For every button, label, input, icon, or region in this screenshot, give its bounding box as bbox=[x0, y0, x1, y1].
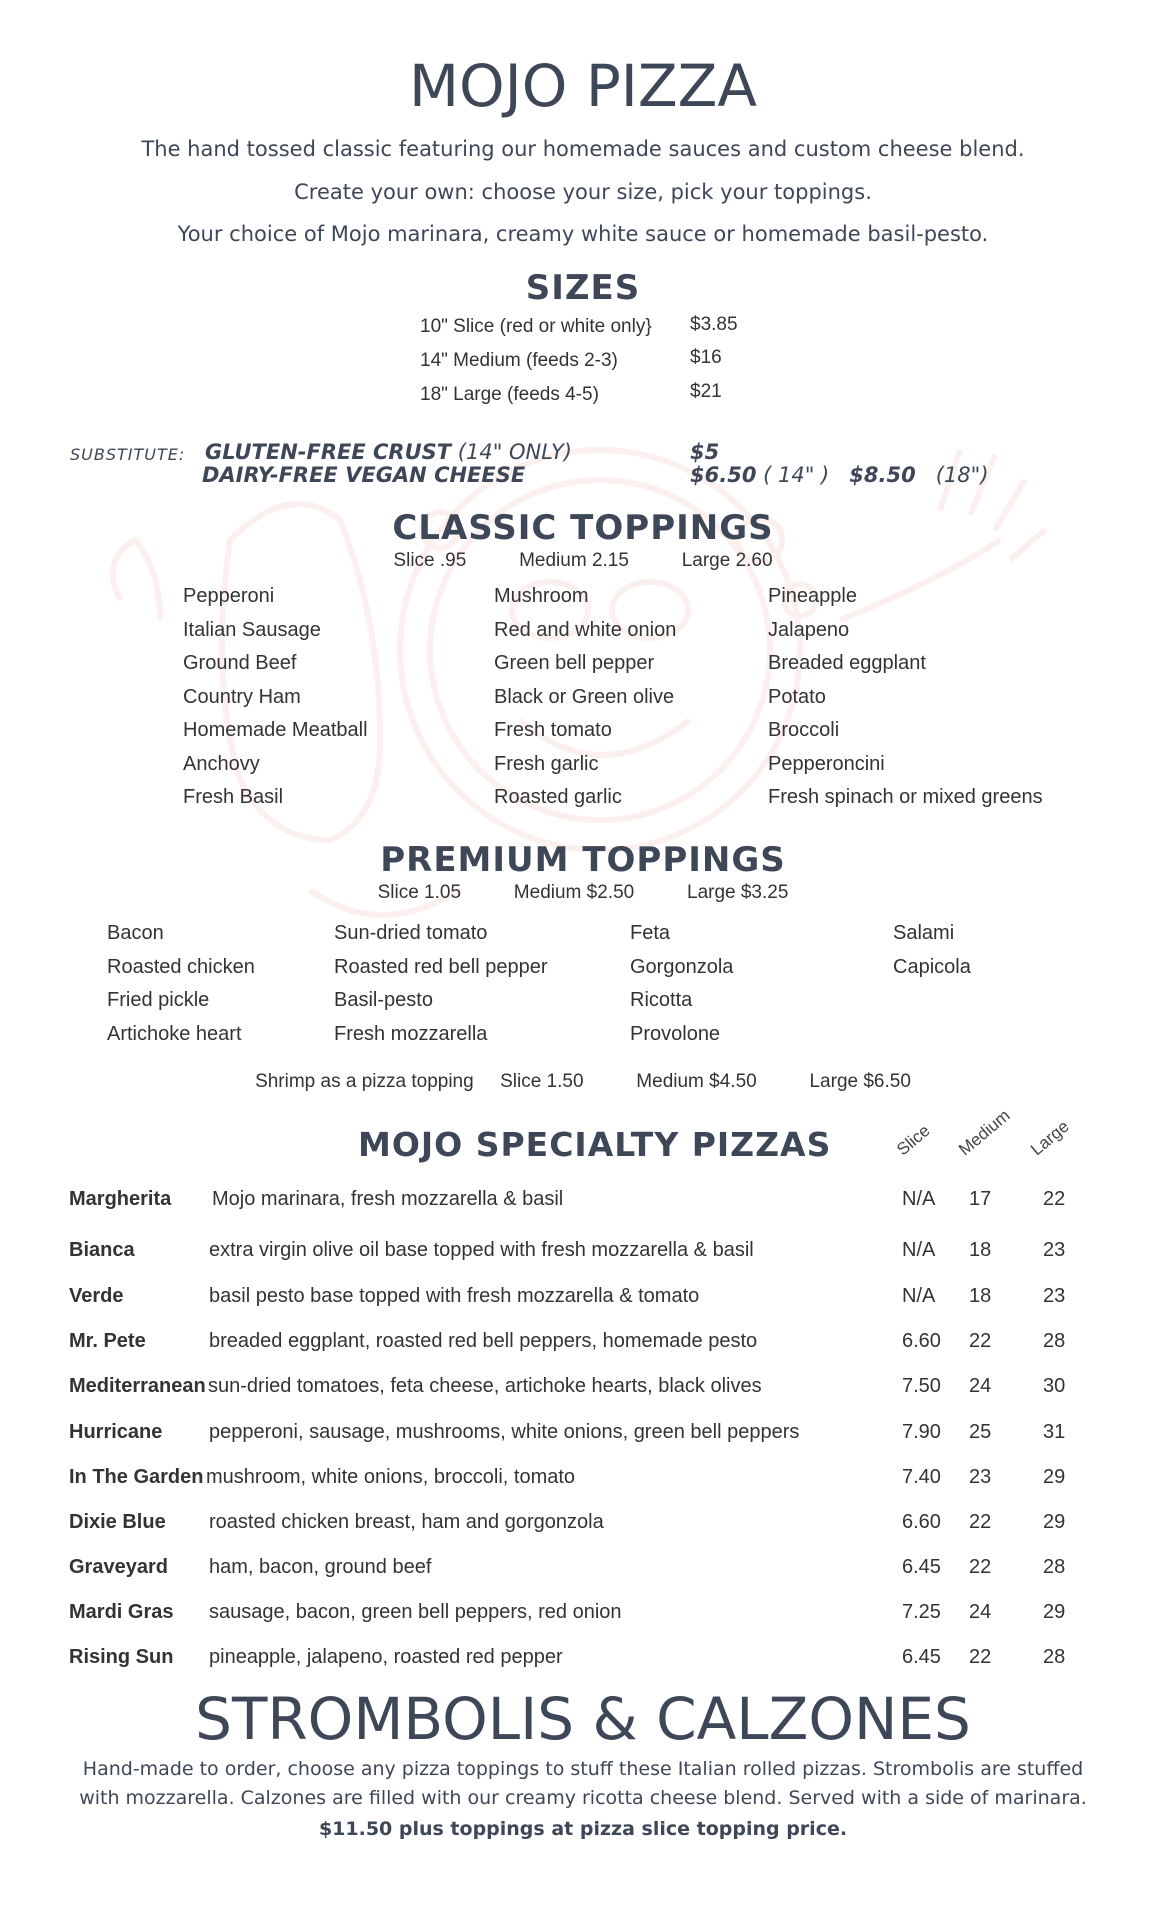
topping-item: Potato bbox=[768, 685, 826, 708]
topping-item: Ground Beef bbox=[183, 652, 297, 674]
intro-line-1: The hand tossed classic featuring our homemade sauces and custom cheese blend. bbox=[141, 137, 1025, 161]
specialty-price-slice: N/A bbox=[902, 1239, 936, 1261]
specialty-price-slice: 6.45 bbox=[902, 1556, 941, 1578]
topping-item: Bacon bbox=[107, 922, 164, 944]
specialty-price-slice: 7.40 bbox=[902, 1466, 941, 1488]
topping-item: Sun-dried tomato bbox=[334, 922, 488, 944]
specialty-price-large: 30 bbox=[1043, 1375, 1066, 1397]
substitute-gluten-free-price: $5 bbox=[690, 440, 720, 464]
topping-item: Roasted chicken bbox=[107, 955, 255, 978]
topping-item: Homemade Meatball bbox=[183, 719, 368, 741]
specialty-description: extra virgin olive oil base topped with fresh mozzarella & basil bbox=[209, 1239, 754, 1261]
specialty-description: ham, bacon, ground beef bbox=[209, 1556, 432, 1578]
topping-item: Roasted red bell pepper bbox=[334, 955, 548, 978]
column-header-medium: Medium bbox=[955, 1105, 1014, 1160]
topping-item: Salami bbox=[893, 922, 955, 944]
topping-item: Capicola bbox=[893, 955, 971, 978]
topping-item: Broccoli bbox=[768, 719, 840, 741]
substitute-gluten-free: GLUTEN-FREE CRUST (14" ONLY) bbox=[205, 440, 572, 464]
specialty-price-slice: 6.60 bbox=[902, 1330, 941, 1352]
specialty-price-large: 28 bbox=[1043, 1556, 1066, 1578]
specialty-name: Rising Sun bbox=[69, 1646, 174, 1668]
topping-item: Anchovy bbox=[183, 752, 260, 775]
premium-col-2 bbox=[334, 922, 547, 1056]
classic-toppings-heading: CLASSIC TOPPINGS bbox=[392, 508, 774, 548]
specialty-price-slice: 6.60 bbox=[902, 1511, 941, 1533]
specialty-description: sausage, bacon, green bell peppers, red onion bbox=[209, 1601, 622, 1623]
topping-item: Jalapeno bbox=[768, 618, 850, 641]
specialty-description: breaded eggplant, roasted red bell peppers, homemade pesto bbox=[209, 1330, 758, 1352]
substitute-vegan-prices: $6.50 ( 14" ) $8.50 (18") bbox=[690, 463, 989, 487]
topping-item: Fresh Basil bbox=[183, 786, 284, 808]
topping-item: Feta bbox=[630, 922, 671, 944]
stromboli-heading: STROMBOLIS & CALZONES bbox=[195, 1685, 971, 1753]
specialty-name: In The Garden bbox=[69, 1466, 204, 1488]
specialty-name: Margherita bbox=[69, 1188, 172, 1210]
specialty-price-large: 22 bbox=[1043, 1188, 1066, 1210]
specialty-name: Mardi Gras bbox=[69, 1601, 174, 1623]
specialty-price-medium: 24 bbox=[969, 1375, 992, 1397]
specialty-price-slice: 6.45 bbox=[902, 1646, 941, 1668]
topping-item: Gorgonzola bbox=[630, 955, 734, 978]
specialty-price-large: 28 bbox=[1043, 1330, 1066, 1352]
premium-col-3 bbox=[630, 922, 733, 1056]
topping-item: Pepperoncini bbox=[768, 752, 885, 775]
specialty-price-medium: 22 bbox=[969, 1330, 992, 1352]
classic-col-2 bbox=[494, 585, 676, 820]
topping-item: Fresh garlic bbox=[494, 752, 599, 775]
specialty-name: Bianca bbox=[69, 1239, 135, 1261]
premium-toppings-heading: PREMIUM TOPPINGS bbox=[380, 840, 786, 880]
topping-item: Italian Sausage bbox=[183, 618, 321, 641]
specialty-heading: MOJO SPECIALTY PIZZAS bbox=[358, 1125, 832, 1164]
specialty-price-medium: 18 bbox=[969, 1285, 992, 1307]
specialty-description: sun-dried tomatoes, feta cheese, artichoke hearts, black olives bbox=[208, 1375, 762, 1397]
topping-item: Black or Green olive bbox=[494, 685, 675, 708]
specialty-description: Mojo marinara, fresh mozzarella & basil bbox=[212, 1188, 564, 1210]
topping-item: Fresh mozzarella bbox=[334, 1022, 488, 1045]
specialty-price-large: 29 bbox=[1043, 1601, 1066, 1623]
stromboli-line-1: Hand-made to order, choose any pizza toppings to stuff these Italian rolled pizzas. Strombolis are stuffed bbox=[82, 1758, 1084, 1780]
specialty-name: Mediterranean bbox=[69, 1375, 206, 1397]
topping-item: Roasted garlic bbox=[494, 786, 622, 808]
topping-item: Breaded eggplant bbox=[768, 652, 926, 674]
specialty-price-medium: 23 bbox=[969, 1466, 992, 1488]
topping-item: Mushroom bbox=[494, 585, 589, 607]
specialty-price-large: 28 bbox=[1043, 1646, 1066, 1668]
specialty-description: roasted chicken breast, ham and gorgonzola bbox=[209, 1511, 604, 1533]
column-header-large: Large bbox=[1027, 1116, 1073, 1160]
column-header-slice: Slice bbox=[893, 1120, 934, 1160]
specialty-price-large: 23 bbox=[1043, 1285, 1066, 1307]
topping-item: Country Ham bbox=[183, 685, 301, 708]
sizes-heading: SIZES bbox=[525, 268, 641, 308]
intro-line-3: Your choice of Mojo marinara, creamy white sauce or homemade basil-pesto. bbox=[177, 222, 989, 246]
specialty-price-medium: 22 bbox=[969, 1556, 992, 1578]
specialty-price-slice: N/A bbox=[902, 1285, 936, 1307]
classic-col-1 bbox=[183, 585, 368, 820]
size-label-slice: 10" Slice (red or white only} bbox=[420, 316, 652, 337]
specialty-price-large: 29 bbox=[1043, 1466, 1066, 1488]
specialty-price-slice: 7.90 bbox=[902, 1421, 941, 1443]
topping-item: Ricotta bbox=[630, 989, 693, 1011]
specialty-name: Dixie Blue bbox=[69, 1511, 166, 1533]
topping-item: Pepperoni bbox=[183, 585, 275, 607]
specialty-price-medium: 24 bbox=[969, 1601, 992, 1623]
stromboli-price: $11.50 plus toppings at pizza slice topping price. bbox=[318, 1818, 848, 1840]
specialty-description: mushroom, white onions, broccoli, tomato bbox=[206, 1466, 576, 1488]
premium-col-4 bbox=[893, 922, 971, 989]
specialty-price-medium: 25 bbox=[969, 1421, 992, 1443]
topping-item: Fresh spinach or mixed greens bbox=[768, 786, 1043, 808]
size-label-medium: 14" Medium (feeds 2-3) bbox=[420, 350, 618, 371]
topping-item: Red and white onion bbox=[494, 618, 677, 641]
topping-item: Artichoke heart bbox=[107, 1022, 242, 1045]
premium-col-1 bbox=[107, 922, 255, 1056]
specialty-price-medium: 17 bbox=[969, 1188, 992, 1210]
topping-item: Provolone bbox=[630, 1022, 721, 1045]
specialty-price-medium: 22 bbox=[969, 1646, 992, 1668]
page-title: MOJO PIZZA bbox=[408, 52, 758, 120]
specialty-price-large: 23 bbox=[1043, 1239, 1066, 1261]
intro-line-2: Create your own: choose your size, pick your toppings. bbox=[294, 180, 872, 204]
specialty-price-medium: 18 bbox=[969, 1239, 992, 1261]
size-label-large: 18" Large (feeds 4-5) bbox=[420, 384, 599, 405]
size-price-slice: $3.85 bbox=[690, 314, 738, 335]
specialty-description: basil pesto base topped with fresh mozzarella & tomato bbox=[209, 1285, 700, 1307]
specialty-price-slice: N/A bbox=[902, 1188, 936, 1210]
specialty-price-large: 29 bbox=[1043, 1511, 1066, 1533]
specialty-name: Mr. Pete bbox=[69, 1330, 146, 1352]
topping-item: Fried pickle bbox=[107, 989, 210, 1011]
substitute-vegan: DAIRY-FREE VEGAN CHEESE bbox=[202, 463, 526, 487]
specialty-name: Verde bbox=[69, 1285, 124, 1307]
topping-item: Green bell pepper bbox=[494, 652, 655, 674]
size-price-medium: $16 bbox=[690, 347, 722, 368]
specialty-description: pepperoni, sausage, mushrooms, white onions, green bell peppers bbox=[209, 1421, 800, 1443]
topping-item: Pineapple bbox=[768, 585, 857, 607]
shrimp-topping-line: Shrimp as a pizza topping Slice 1.50 Medium $4.50 Large $6.50 bbox=[255, 1071, 911, 1092]
specialty-price-slice: 7.50 bbox=[902, 1375, 941, 1397]
classic-col-3 bbox=[768, 585, 1043, 820]
substitute-label: SUBSTITUTE: bbox=[70, 445, 186, 464]
specialty-name: Hurricane bbox=[69, 1421, 163, 1443]
specialty-price-large: 31 bbox=[1043, 1421, 1066, 1443]
specialty-price-slice: 7.25 bbox=[902, 1601, 941, 1623]
premium-toppings-prices: Slice 1.05 Medium $2.50 Large $3.25 bbox=[377, 882, 789, 903]
specialty-description: pineapple, jalapeno, roasted red pepper bbox=[209, 1646, 563, 1668]
topping-item: Fresh tomato bbox=[494, 719, 612, 741]
topping-item: Basil-pesto bbox=[334, 989, 433, 1011]
specialty-name: Graveyard bbox=[69, 1556, 168, 1578]
size-price-large: $21 bbox=[690, 381, 722, 402]
specialty-price-medium: 22 bbox=[969, 1511, 992, 1533]
stromboli-line-2: with mozzarella. Calzones are filled with our creamy ricotta cheese blend. Served with a side of marinara. bbox=[79, 1787, 1087, 1809]
classic-toppings-prices: Slice .95 Medium 2.15 Large 2.60 bbox=[393, 550, 773, 571]
